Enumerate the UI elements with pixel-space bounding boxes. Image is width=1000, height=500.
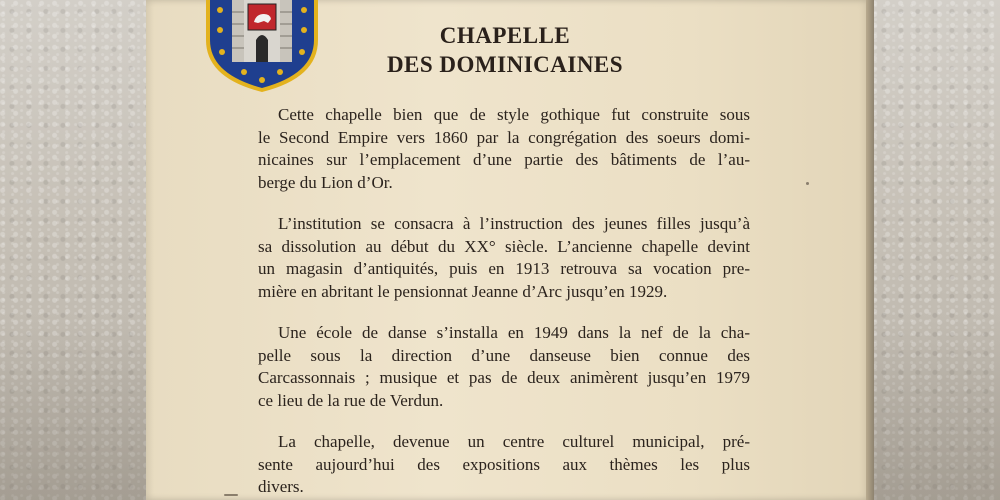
paragraph-line: nicaines sur l’emplacement d’une partie des bâtiments de l’au- [258,150,750,169]
paragraph-line: un magasin d’antiquités, puis en 1913 retrouva sa vocation pre- [258,259,750,278]
paragraph-line: le Second Empire vers 1860 par la congrégation des soeurs domi- [258,127,750,147]
paragraph-line: berge du Lion d’Or. [258,172,393,192]
stone-wall-left [0,0,146,500]
surface-mark [224,494,238,496]
coat-of-arms-icon [204,0,320,92]
paragraph-line: Carcassonnais ; musique et pas de deux animèrent jusqu’en 1979 [258,368,750,387]
paragraph-line: ce lieu de la rue de Verdun. [258,390,444,410]
paragraph-1 [258,104,750,194]
paragraph-line: divers. [258,477,304,496]
paragraph-line: sente aujourd’hui des expositions aux thèmes les plus [258,454,750,474]
surface-mark [806,182,809,185]
paragraph-4 [258,431,750,499]
paragraph-3 [258,322,750,412]
plaque-title-line1: CHAPELLE [439,23,571,48]
stone-wall-right [872,0,1000,500]
paragraph-line: Une école de danse s’installa en 1949 dans la nef de la cha- [278,323,750,342]
paragraph-line: Cette chapelle bien que de style gothique fut construite sous [278,105,750,124]
paragraph-line: mière en abritant le pensionnat Jeanne d’Arc jusqu’en 1929. [258,281,668,301]
paragraph-line: sa dissolution au début du XX° siècle. L’ancienne chapelle devint [258,236,750,256]
paragraph-2 [258,213,750,303]
plaque-edge [866,0,874,500]
paragraph-line: pelle sous la direction d’une danseuse bien connue des [258,345,750,365]
paragraph-line: L’institution se consacra à l’instruction des jeunes filles jusqu’à [278,214,750,233]
plaque-title-line2: DES DOMINICAINES [386,52,624,77]
paragraph-line: La chapelle, devenue un centre culturel municipal, pré- [278,432,750,451]
